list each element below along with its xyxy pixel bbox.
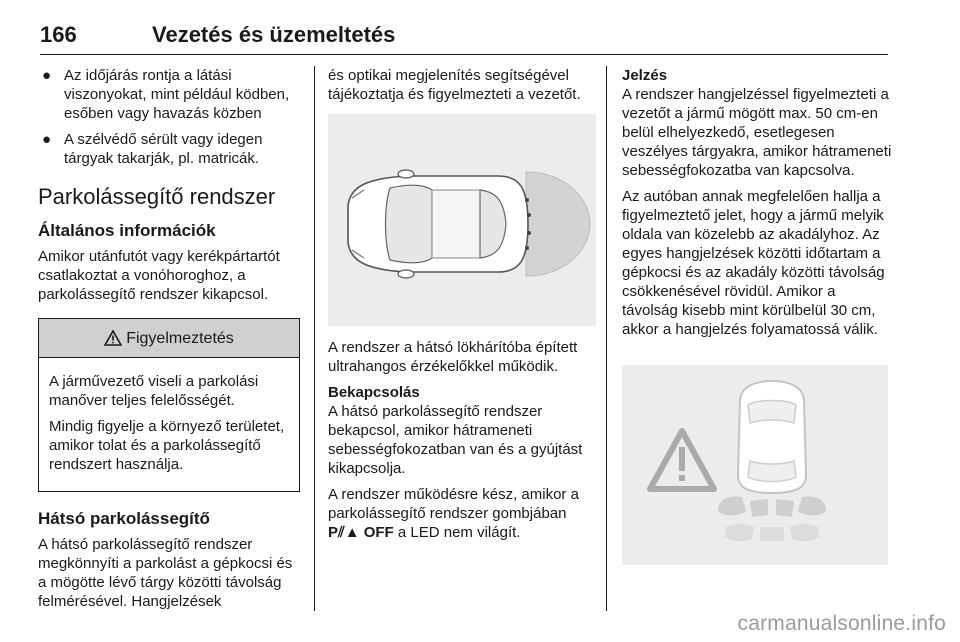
rear-assist-paragraph: A hátsó parkolássegítő rendszer megkönnyíti a parkolást a gépkocsi és a mögötte lévő tárgy közötti távolság felmérésével. Hangjelzések [38,536,293,610]
car-top-view-illustration [328,114,596,326]
car-sensor-figure [328,114,596,326]
column-divider [606,66,607,611]
column-1 [38,66,300,618]
warning-body [39,358,299,491]
rear-obstacle-illustration [622,365,888,565]
list-item [38,66,300,123]
subsection-title: Általános információk [38,221,216,240]
warning-box [38,318,300,492]
warning-paragraph: A járművezető viseli a parkolási manőver teljes felelősségét. [49,373,259,409]
column-3 [622,66,892,565]
ready-text-after: a LED nem világít. [397,524,521,541]
intro-paragraph: Amikor utánfutót vagy kerékpártartót csatlakoztat a vonóhoroghoz, a parkolássegítő rendszer kikapcsol. [38,248,280,303]
warning-paragraph: Mindig figyelje a környező területet, amikor tolat és a parkolássegítő rendszert használja. [49,418,285,473]
activation-title: Bekapcsolás [328,384,420,401]
bullet-text: Az időjárás rontja a látási viszonyokat, mint például ködben, esőben vagy havazás közben [64,67,290,122]
watermark: carmanualsonline.info [737,612,946,635]
bullet-dot: ● [42,67,52,84]
activation-paragraph: A hátsó parkolássegítő rendszer bekapcsol, amikor hátrameneti sebességfokozatban van és a gyújtást kikapcsolja. [328,403,583,477]
column-2 [328,66,596,549]
bullet-text: A szélvédő sérült vagy idegen tárgyak takarják, pl. matricák. [64,131,263,167]
bullet-dot: ● [42,131,52,148]
page-header [40,18,888,55]
continued-paragraph: és optikai megjelenítés segítségével tájékoztatja és figyelmezteti a vezetőt. [328,67,581,103]
ready-paragraph [328,485,596,542]
signal-paragraph: A rendszer hangjelzéssel figyelmezteti a vezetőt a jármű mögött max. 50 cm-en belül elhelyezkedő, esetlegesen veszélyes tárgyakra, amikor hátrameneti sebességfokozatba van kapcsolva. [622,86,892,179]
list-item [38,130,300,168]
warning-triangle-icon [104,330,122,346]
section-title: Parkolássegítő rendszer [38,184,276,209]
warning-header [39,319,299,358]
chapter-title: Vezetés és üzemeltetés [152,22,396,47]
signal-title: Jelzés [622,67,668,84]
column-divider [314,66,315,611]
ready-text-before: A rendszer működésre kész, amikor a parkolássegítő rendszer gombjában [328,486,579,522]
figure-caption: A rendszer a hátsó lökhárítóba épített ultrahangos érzékelőkkel működik. [328,339,578,375]
rear-warning-figure [622,365,888,565]
warning-title: Figyelmeztetés [126,329,234,347]
off-label: OFF [363,524,394,541]
signal-paragraph-2: Az autóban annak megfelelően hallja a figyelmeztető jelet, hogy a jármű melyik oldala van közelebb az akadályhoz. Az egyes hangjelzések közötti időtartam a gépkocsi és az akadály közötti távolság csökkenésével rövidül. Amikor a távolság kisebb mint körülbelül 30 cm, akkor a hangjelzés folyamatossá válik. [622,188,885,338]
rear-assist-title: Hátsó parkolássegítő [38,509,210,528]
park-assist-button-icon: P⫽▲ [328,524,360,541]
page-number: 166 [40,22,77,47]
